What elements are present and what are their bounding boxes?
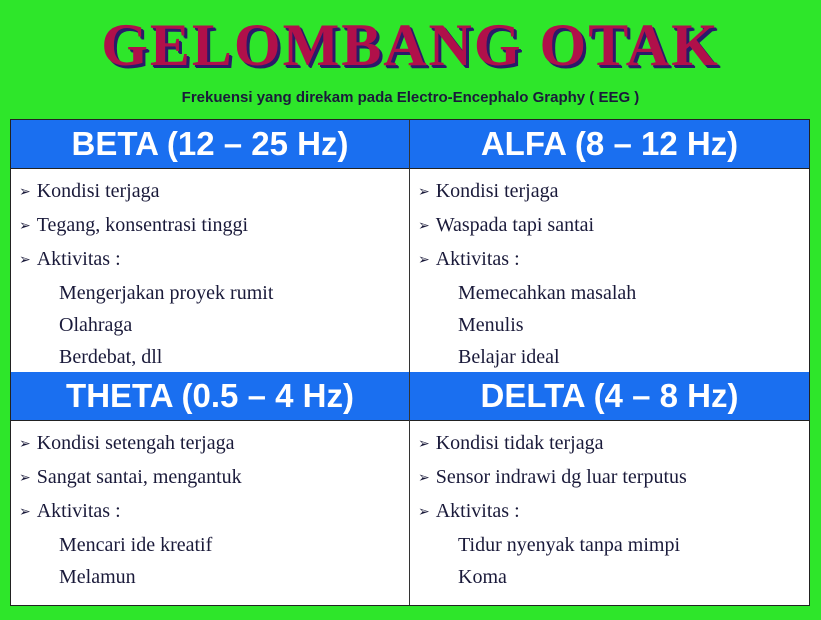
list-item: ➢ Waspada tapi santai bbox=[418, 214, 595, 236]
arrow-bullet-icon: ➢ bbox=[418, 253, 430, 268]
activity-item: Memecahkan masalah bbox=[458, 282, 637, 304]
theta-list bbox=[11, 421, 409, 593]
arrow-bullet-icon: ➢ bbox=[19, 253, 31, 268]
alfa-cell bbox=[410, 120, 809, 372]
arrow-bullet-icon: ➢ bbox=[418, 437, 430, 452]
delta-heading: DELTA (4 – 8 Hz) bbox=[410, 372, 809, 421]
arrow-bullet-icon: ➢ bbox=[19, 219, 31, 234]
activity-item: Mengerjakan proyek rumit bbox=[59, 282, 274, 304]
beta-cell bbox=[11, 120, 410, 372]
list-item: ➢ Aktivitas : bbox=[418, 500, 520, 522]
arrow-bullet-icon: ➢ bbox=[19, 505, 31, 520]
activity-item: Mencari ide kreatif bbox=[59, 534, 213, 556]
activity-item: Olahraga bbox=[59, 314, 133, 336]
beta-list bbox=[11, 169, 409, 373]
list-item: ➢ Aktivitas : bbox=[19, 248, 121, 270]
theta-heading: THETA (0.5 – 4 Hz) bbox=[11, 372, 409, 421]
arrow-bullet-icon: ➢ bbox=[19, 437, 31, 452]
alfa-list bbox=[410, 169, 809, 373]
list-item: ➢ Kondisi terjaga bbox=[418, 180, 559, 202]
arrow-bullet-icon: ➢ bbox=[19, 471, 31, 486]
arrow-bullet-icon: ➢ bbox=[418, 471, 430, 486]
beta-heading: BETA (12 – 25 Hz) bbox=[11, 120, 409, 169]
activity-item: Berdebat, dll bbox=[59, 346, 163, 368]
list-item: ➢ Tegang, konsentrasi tinggi bbox=[19, 214, 249, 236]
alfa-heading: ALFA (8 – 12 Hz) bbox=[410, 120, 809, 169]
list-item: ➢ Kondisi tidak terjaga bbox=[418, 432, 604, 454]
arrow-bullet-icon: ➢ bbox=[418, 505, 430, 520]
list-item: ➢ Aktivitas : bbox=[418, 248, 520, 270]
list-item: ➢ Aktivitas : bbox=[19, 500, 121, 522]
arrow-bullet-icon: ➢ bbox=[418, 219, 430, 234]
theta-cell bbox=[11, 372, 410, 605]
list-item: ➢ Sangat santai, mengantuk bbox=[19, 466, 242, 488]
activity-item: Melamun bbox=[59, 566, 136, 588]
list-item: ➢ Kondisi setengah terjaga bbox=[19, 432, 235, 454]
brainwave-table bbox=[10, 119, 810, 606]
activity-item: Menulis bbox=[458, 314, 524, 336]
arrow-bullet-icon: ➢ bbox=[418, 185, 430, 200]
arrow-bullet-icon: ➢ bbox=[19, 185, 31, 200]
list-item: ➢ Kondisi terjaga bbox=[19, 180, 160, 202]
activity-item: Tidur nyenyak tanpa mimpi bbox=[458, 534, 681, 556]
activity-item: Koma bbox=[458, 566, 507, 588]
activity-item: Belajar ideal bbox=[458, 346, 560, 368]
list-item: ➢ Sensor indrawi dg luar terputus bbox=[418, 466, 687, 488]
page-subtitle: Frekuensi yang direkam pada Electro-Encephalo Graphy ( EEG ) bbox=[181, 89, 640, 106]
delta-cell bbox=[410, 372, 809, 605]
delta-list bbox=[410, 421, 809, 593]
page-title: GELOMBANG OTAK bbox=[101, 12, 720, 78]
